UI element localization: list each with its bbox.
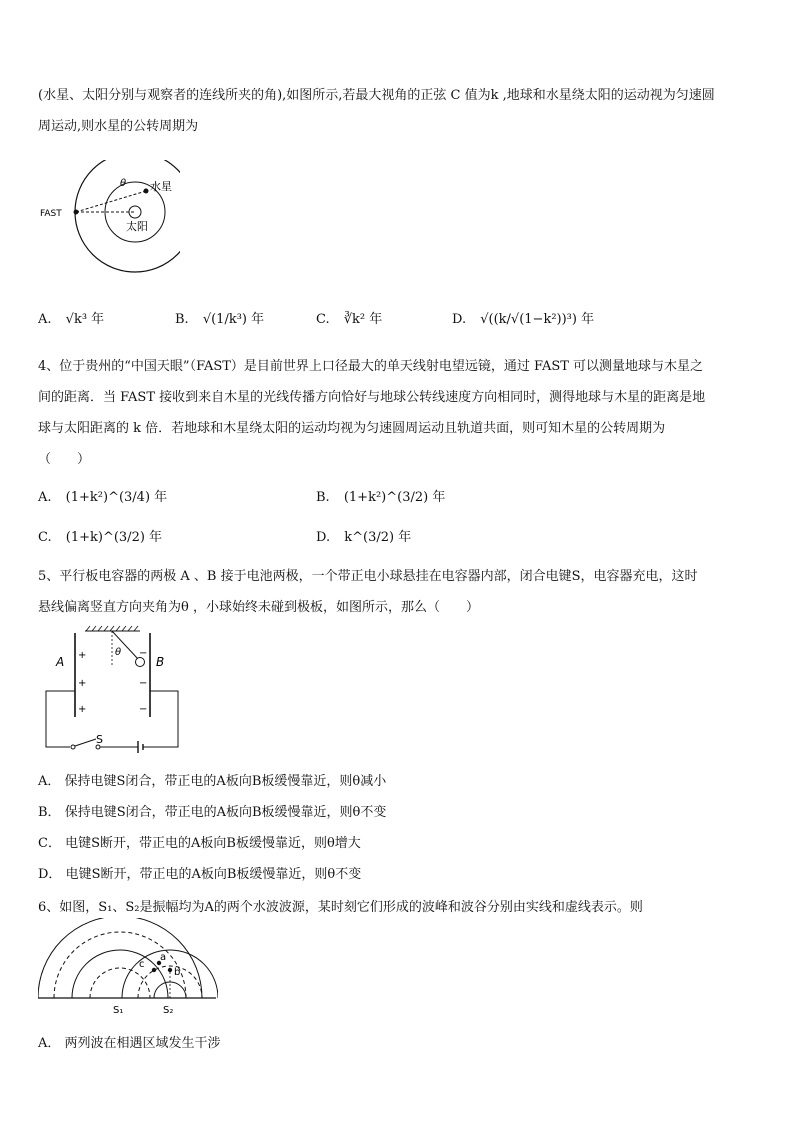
q3-option-b: B. √(1/k³) 年 (175, 312, 265, 327)
q6-source-s1-label: S₁ (113, 1005, 124, 1016)
q3-fast-label: FAST (40, 209, 62, 219)
q5-option-b: B． 保持电键S闭合，带正电的A板向B板缓慢靠近，则θ不变 (38, 805, 387, 820)
q3-option-d: D. √((k/√(1−k²))³) 年 (452, 312, 595, 327)
q4-text-line-3: 球与太阳距离的 k 倍．若地球和木星绕太阳的运动均视为匀速圆周运动且轨道共面，则可知木星的公转周期为 (38, 421, 666, 436)
q5-minus-sign: − (139, 704, 148, 715)
q3-option-c: C. ∛k² 年 (316, 312, 383, 327)
q6-point-b-label: b (174, 967, 181, 978)
q5-option-d: D． 电键S断开，带正电的A板向B板缓慢靠近，则θ不变 (38, 867, 362, 882)
q4-text-line-1: 4、位于贵州的“中国天眼”（FAST）是目前世界上口径最大的单天线射电望远镜，通过 FAST 可以测量地球与木星之 (38, 359, 704, 374)
q3-text-line-2: 周运动,则水星的公转周期为 (38, 119, 199, 134)
q4-option-d: D. k^(3/2) 年 (316, 530, 412, 545)
q5-text-line-1: 5、平行板电容器的两极 A 、B 接于电池两极，一个带正电小球悬挂在电容器内部，闭合电键S，电容器充电，这时 (38, 569, 698, 584)
q5-minus-sign: − (139, 648, 148, 659)
q3-text-line-1: (水星、太阳分别与观察者的连线所夹的角),如图所示,若最大视角的正弦 C 值为k ,地球和水星绕太阳的运动视为匀速圆 (38, 88, 715, 103)
q5-switch-label: S (96, 733, 103, 746)
q5-capacitor-figure (40, 625, 185, 755)
q6-point-a-label: a (160, 952, 167, 963)
q6-option-a: A． 两列波在相遇区域发生干涉 (38, 1036, 221, 1051)
q6-text-line-1: 6、如图，S₁、S₂是振幅均为A的两个水波波源，某时刻它们形成的波峰和波谷分别由实线和虚线表示。则 (38, 900, 643, 915)
q4-option-a: A. (1+k²)^(3/4) 年 (38, 490, 168, 505)
q6-source-s2-label: S₂ (163, 1005, 174, 1016)
q5-text-line-2: 悬线偏离竖直方向夹角为θ ，小球始终未碰到极板，如图所示，那么（ ） (38, 600, 479, 615)
q3-theta-label: θ (120, 178, 127, 189)
q5-plate-a-label: A (56, 655, 65, 669)
q3-sun-label: 太阳 (126, 220, 148, 233)
q3-orbit-figure (40, 160, 180, 275)
q4-text-line-4: （ ） (38, 452, 91, 467)
q4-option-c: C. (1+k)^(3/2) 年 (38, 530, 163, 545)
q5-plus-sign: + (78, 704, 87, 715)
q3-option-a: A. √k³ 年 (38, 312, 105, 327)
q4-option-b: B. (1+k²)^(3/2) 年 (316, 490, 446, 505)
q5-plate-b-label: B (156, 655, 165, 669)
q5-theta-label: θ (115, 647, 122, 658)
q5-minus-sign: − (139, 678, 148, 689)
q5-plus-sign: + (78, 678, 87, 689)
q5-option-a: A． 保持电键S闭合，带正电的A板向B板缓慢靠近，则θ减小 (38, 774, 387, 789)
q3-mercury-label: 水星 (150, 180, 172, 193)
q5-option-c: C． 电键S断开，带正电的A板向B板缓慢靠近，则θ增大 (38, 836, 361, 851)
q5-plus-sign: + (78, 650, 87, 661)
q6-point-c-label: c (139, 959, 145, 970)
q4-text-line-2: 间的距离．当 FAST 接收到来自木星的光线传播方向恰好与地球公转线速度方向相同时，测得地球与木星的距离是地 (38, 390, 706, 405)
q6-wave-figure (38, 918, 218, 1018)
